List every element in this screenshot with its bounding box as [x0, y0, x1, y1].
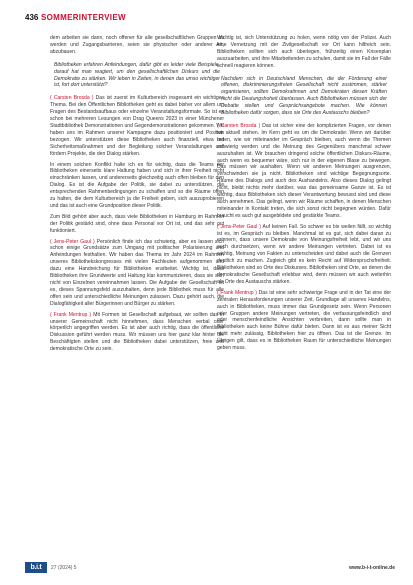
intro-paragraph: Wichtig ist, sich Unterstützung zu holen, wenn nötig von der Polizei. Auch eine Vernetzung mit der Zivilgesellschaft vor Ort kann hilfreich sein. Bibliotheken sollten sich auch überlegen, frühzeitig einen Krisenplan auszuarbeiten, und ihre Mitarbeitenden zu schulen, damit sie im Fall der Fälle schnell reagieren können.	[217, 35, 391, 69]
answer-text: Das ist eine sehr schwierige Frage und in der Tat eine der zentralen Herausforderungen unserer Zeit. Grundlage all unseres Handelns, auch in Bibliotheken, muss immer das Grundgesetz sein. Wenn Personen oder Gruppen andere Meinungen vertreten, die verfassungsfeindlich sind oder menschenfeindliche Ansichten verbreiten, dann sollte man in Bibliotheken auch keine Bühne dafür bieten. Dann ist es aus meiner Sicht nicht mehr zulässig, Bibliotheken hier zu öffnen. Das ist die Grenze. Im Übrigen gilt, dass es in Bibliotheken Raum für unterschiedliche Meinungen geben muss.	[217, 289, 392, 352]
answer-paragraph	[217, 224, 391, 286]
answer-paragraph	[50, 239, 224, 308]
page-footer	[25, 562, 395, 576]
body-paragraph: In einem solchen Konflikt halte ich es für wichtig, dass die Teams der Bibliotheken einerseits klare Haltung haben und sich in ihrer Freiheit nicht einschränken lassen, und andererseits gleichzeitig auch offen bleiben für den Dialog. Es ist die Aufgabe der Politik, sie dabei zu unterstützen, die entsprechenden Rahmenbedingungen zu schaffen und so die Räume offen zu halten, die dem Kulturbereich ja die Freiheit geben, sich auszuprobieren und das ist auch eine Grundposition dieser Politik.	[50, 161, 224, 209]
interview-question: Bibliotheken erfahren Anfeindungen, dafür gibt es leider viele Beispiele, darauf hat man reagiert, um den gesellschaftlichen Diskurs und die Demokratie zu stärken. Wir leben in Zeiten, in denen das umso wichtiger ist, fort dort unterstützt?	[54, 61, 220, 89]
answer-paragraph	[50, 95, 224, 157]
speaker-label: ( Jens-Peter Gaul )	[217, 223, 261, 230]
answer-paragraph	[217, 290, 391, 352]
speaker-label: ( Frank Mentrup )	[50, 311, 92, 318]
speaker-label: ( Jens-Peter Gaul )	[50, 238, 95, 245]
page-number: 436	[25, 13, 39, 22]
answer-text: Mit Formen ist Gesellschaft aufgebaut, wir sollten das in unserer Gemeinschaft nicht hinnehmen, dass Menschen verbal oder körperlich angegriffen werden. Es ist aber auch richtig, dass die öffentliche Diskussion geführt werden muss. Wir müssen uns hier ganz klar hinter die Beschäftigten stellen und die Bibliotheken dabei unterstützen, freie und demokratische Orte zu sein.	[50, 311, 225, 353]
intro-paragraph: dem arbeiten sie dann, noch offener für alle gesellschaftlichen Gruppen zu werden und Zugangsbarrieren, seien sie physischer oder anderer Art, abzubauen.	[50, 35, 224, 55]
website-link[interactable]: www.b-i-t-online.de	[349, 565, 395, 571]
answer-text: Das ist zuerst im Kulturbereich insgesamt ein wichtiges Thema. Bei den Öffentlichen Bibliotheken geht es dabei bisher vor allem um Fragen des Bestandsaufbaus oder einzelne Veranstaltungsformate. So ist es schon bei mehreren Lesungen von Drag Queens 2023 in einer Münchener Stadtbibliothek Demonstrationen und Gegendemonstrationen gekommen. Wir haben uns im Rahmen unserer Kampagne dazu positioniert und Position bezogen. Wir unterstützen diese Bibliotheken auch finanziell, etwa bei Sicherheitsmaßnahmen und der Begleitung solcher Veranstaltungen und fördern Projekte, die den Dialog stärken.	[50, 95, 225, 157]
body-paragraph: Zum Bild gehört aber auch, dass viele Bibliotheken in Hamburg im Rahmen der Politik gestärkt sind, ohne dass Personal vor Ort ist, und das sehr gut funktioniert.	[50, 213, 224, 234]
speaker-label: ( Carsten Brosda )	[50, 95, 94, 102]
interview-question: Nachdem sich in Deutschland Menschen, die der Förderung einer offenen, diskriminierungsfreien Gesellschaft nicht zustimmen, stärker organisieren, sollten Demokratinnen und Demokraten diesen Kräften nicht die Deutungshoheit überlassen. Auch Bibliotheken müssen sich der Debatte stellen und Gesprächsangebote machen. Wie können Bibliotheken dafür sorgen, dass sie Orte des Austauschs bleiben?	[221, 75, 387, 117]
answer-text: Persönlich finde ich das schwierig, aber es lassen sich schon einige Grundsätze zum Umgang mit politischer Polarisierung und Anfeindungen festhalten. Wir haben das Thema im Jahr 2024 im Rahmen unseres Bibliothekskongresses mit vielen Fachleuten aufgenommen und dazu eine Handreichung für Bibliotheken erarbeitet. Wichtig ist, dass Bibliotheken ihre Grundwerte und Haltung klar kommunizieren, dass sie sich nicht von Einzelnen vereinnahmen lassen. Die Aufgabe der Gesellschaft ist es, dieses Spannungsfeld auszuhalten, denn jede Bibliothek muss für alle offen sein und unterschiedliche Meinungen zulassen. Dazu gehört auch, die Dialogfähigkeit aller Bürgerinnen und Bürger zu stärken.	[50, 238, 224, 307]
answer-paragraph	[50, 312, 224, 353]
magazine-logo: b.i.t	[25, 562, 47, 573]
issue-info: 27 (2024) 5	[51, 565, 77, 571]
speaker-label: ( Frank Mentrup )	[217, 289, 257, 296]
speaker-label: ( Carsten Brosda )	[217, 122, 261, 129]
answer-text: Das ist sicher eine der komplizierten Fragen, vor denen wir aktuell stehen. Im Kern geht es um die Demokratie: Wenn wir darüber reden, wie wir miteinander im Gespräch bleiben, auch wenn die Themen schwierig werden und die Meinung des Gegenübers manchmal schwer auszuhalten ist. Wir brauchen dringend solche öffentlichen Diskurs-Räume, auch wenn es bequemer wäre, sich nur in der eigenen Blase zu bewegen. Das müssen wir aushalten. Wenn wir anderen Meinungen ausgrenzen, verschwinden sie ja nicht. Bibliotheken sind wichtige Begegnungsorte. Räume des Dialogs und auch des Aushandelns. Also dieses Dialog gelingt nicht, bleibt nichts mehr darüber, was das gemeinsame Ganze ist. Es ist wichtig, dass Bibliotheken sich dieser Verantwortung bewusst sind und diese auch annehmen. Das gelingt, wenn wir Räume schaffen, in denen Menschen miteinander in Kontakt treten, die sich sonst nicht begegnen würden. Dafür braucht es auch gut ausgebildete und gestärkte Teams.	[217, 122, 391, 219]
answer-paragraph	[217, 123, 391, 220]
left-column	[50, 35, 224, 357]
right-column	[217, 35, 391, 356]
answer-text: Auf keinen Fall. So schwer es bis weilen fällt, so wichtig ist es, im Gespräch zu bleiben. Manchmal ist es gut, sich dabei daran zu erinnern, dass unsere Demokratie von Meinungsfreiheit lebt, und wir uns auch durchsetzen, wenn wir andere Meinungen vertreten. Dabei ist es wichtig, Meinung von Fakten zu unterscheiden und dabei auch die Grenzen deutlich zu machen. Zugleich gibt es kein Recht auf Widerspruchsfreiheit. Bibliotheken sind so Orte des Diskurses. Bibliotheken sind Orte, an denen die demokratische Gesellschaft erlebbar wird, denn müssen wir auch weiterhin als Orte des Austauschs stärken.	[217, 223, 392, 285]
section-title: SOMMERINTERVIEW	[41, 13, 126, 22]
page-header	[25, 13, 395, 25]
